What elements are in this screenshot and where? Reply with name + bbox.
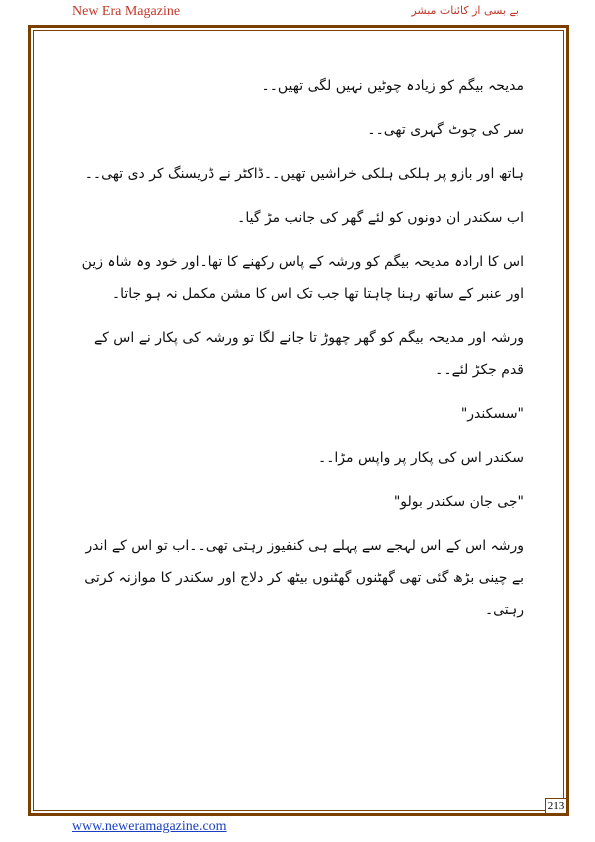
story-body — [80, 70, 524, 626]
paragraph-1: مدیحہ بیگم کو زیادہ چوٹیں نہیں لگی تھیں۔۔ — [261, 78, 524, 94]
page-number: 213 — [545, 798, 567, 814]
magazine-title: New Era Magazine — [72, 4, 181, 19]
paragraph-5: اس کا ارادہ مدیحہ بیگم کو ورشہ کے پاس رکھنے کا تھا۔اور خود وہ شاہ زین اور عنبر کے ساتھ رہنا چاہتا تھا جب تک اس کا مشن مکمل نہ ہو جاتا۔ — [81, 254, 524, 302]
paragraph-2: سر کی چوٹ گہری تھی۔۔ — [367, 122, 524, 138]
paragraph-4: اب سکندر ان دونوں کو لئے گھر کی جانب مڑ گیا۔ — [237, 210, 524, 226]
paragraph-9: "جی جان سکندر بولو" — [393, 494, 524, 510]
paragraph-6: ورشہ اور مدیحہ بیگم کو گھر چھوڑ تا جانے لگا تو ورشہ کی پکار نے اس کے قدم جکڑ لئے۔۔ — [93, 330, 524, 378]
paragraph-3: ہاتھ اور بازو پر ہلکی ہلکی خراشیں تھیں۔۔ڈاکٹر نے ڈریسنگ کر دی تھی۔۔ — [84, 166, 524, 182]
website-link[interactable]: www.neweramagazine.com — [72, 819, 227, 834]
paragraph-10: ورشہ اس کے اس لہجے سے پہلے ہی کنفیوز رہتی تھی۔۔اب تو اس کے اندر بے چینی بڑھ گئی تھی گھٹنوں گھٹنوں بیٹھ کر دلاج اور سکندر کا موازنہ کرتی رہتی۔ — [84, 538, 524, 618]
paragraph-7: "سسکندر" — [460, 406, 524, 422]
story-title: بے بسی از کائنات مبشر — [411, 4, 519, 17]
paragraph-8: سکندر اس کی پکار پر واپس مڑا۔۔ — [317, 450, 524, 466]
